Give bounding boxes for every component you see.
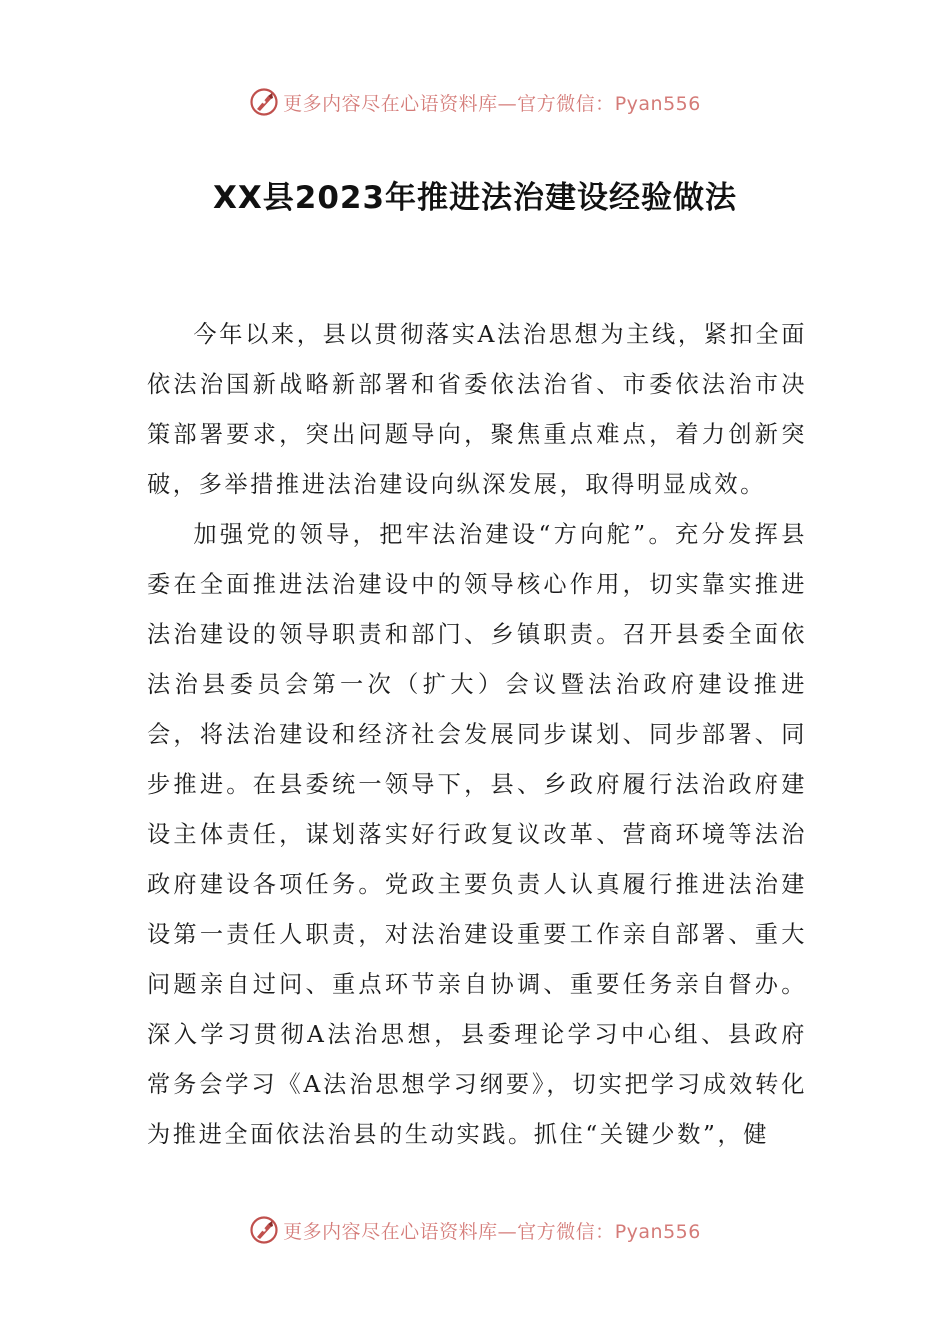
watermark-dash: — (497, 1220, 518, 1243)
pen-nib-icon (249, 1215, 279, 1245)
watermark-wechat-id: Pyan556 (614, 92, 701, 115)
paragraph-intro: 今年以来，县以贯彻落实A法治思想为主线，紧扣全面依法治国新战略新部署和省委依法治省、市委依法治市决策部署要求，突出问题导向，聚焦重点难点，着力创新突破，多举措推进法治建设向纵深发展，取得明显成效。 (147, 321, 807, 498)
document-title: XX县2023年推进法治建设经验做法 (212, 180, 738, 216)
watermark-banner-top (0, 82, 950, 122)
document-body (147, 310, 807, 1160)
watermark-text (283, 1217, 701, 1244)
watermark-site-text: 更多内容尽在心语资料库 (283, 92, 498, 115)
watermark-banner-bottom (0, 1210, 950, 1250)
watermark-site-text: 更多内容尽在心语资料库 (283, 1220, 498, 1243)
watermark-wechat-id: Pyan556 (614, 1220, 701, 1243)
watermark-dash: — (497, 92, 518, 115)
watermark-text (283, 89, 701, 116)
pen-nib-icon (249, 87, 279, 117)
watermark-wechat-label: 官方微信： (517, 1220, 615, 1243)
watermark-wechat-label: 官方微信： (517, 92, 615, 115)
paragraph-party-leadership: 加强党的领导，把牢法治建设“方向舵”。充分发挥县委在全面推进法治建设中的领导核心作用，切实靠实推进法治建设的领导职责和部门、乡镇职责。召开县委全面依法治县委员会第一次（扩大）会议暨法治政府建设推进会，将法治建设和经济社会发展同步谋划、同步部署、同步推进。在县委统一领导下，县、乡政府履行法治政府建设主体责任，谋划落实好行政复议改革、营商环境等法治政府建设各项任务。党政主要负责人认真履行推进法治建设第一责任人职责，对法治建设重要工作亲自部署、重大问题亲自过问、重点环节亲自协调、重要任务亲自督办。深入学习贯彻A法治思想，县委理论学习中心组、县政府常务会学习《A法治思想学习纲要》，切实把学习成效转化为推进全面依法治县的生动实践。抓住“关键少数”，健 (147, 521, 807, 1148)
